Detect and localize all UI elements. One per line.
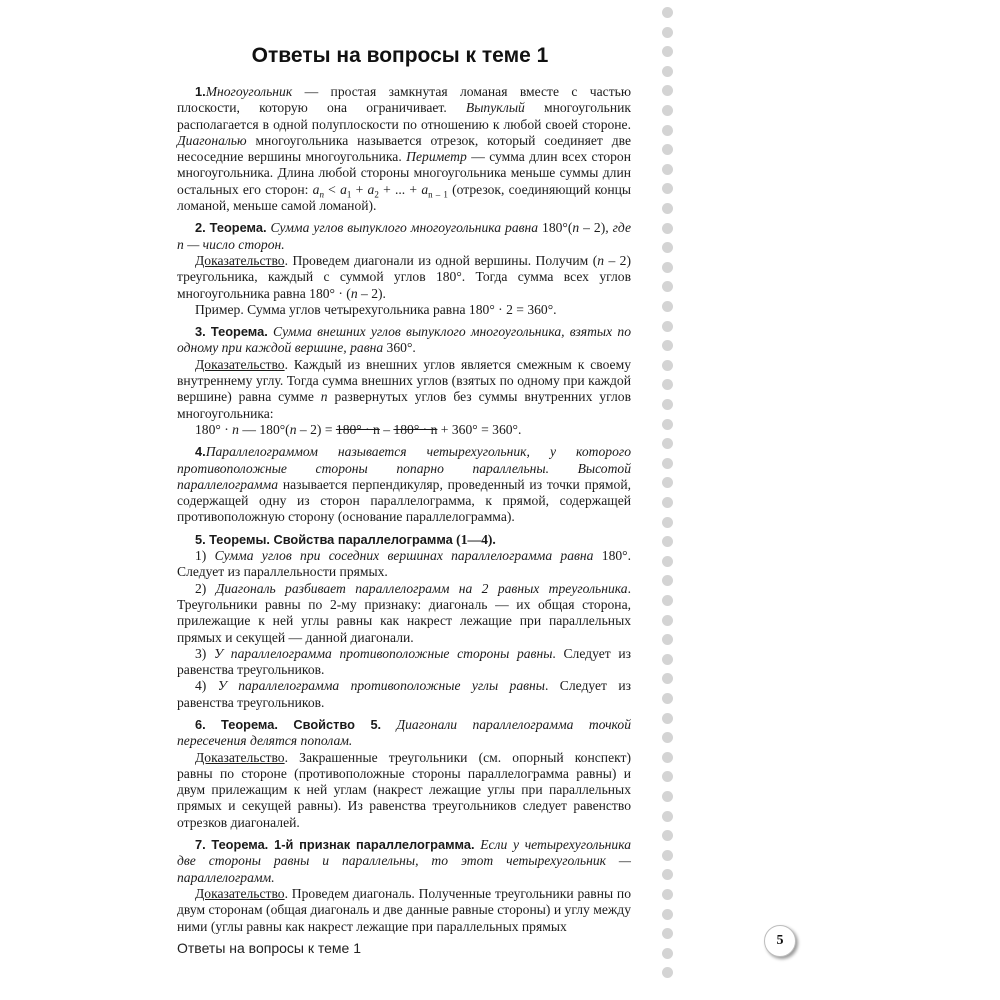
binding-hole xyxy=(662,85,673,96)
binding-hole xyxy=(662,771,673,782)
theorem-statement xyxy=(177,717,631,750)
binding-hole xyxy=(662,66,673,77)
binding-hole xyxy=(662,928,673,939)
binding-hole xyxy=(662,713,673,724)
formula: – 2) xyxy=(579,220,606,236)
text: многоугольника называется отрезок, который соединяет две несоседние вершины многоугольника. xyxy=(177,132,631,165)
text: . Следует из равенства треугольников. xyxy=(177,678,631,710)
statement: У параллелограмма противоположные углы равны xyxy=(217,678,545,694)
text: многоугольник располагается в одной полуплоскости по отношению к любой своей стороне. xyxy=(177,100,631,132)
binding-hole xyxy=(662,321,673,332)
theorem-heading: Теорема. Свойство 5. xyxy=(221,716,382,732)
binding-hole xyxy=(662,850,673,861)
text: — простая замкнутая ломаная вместе с частью плоскости, которую она ограничивает. xyxy=(177,84,631,116)
operator: + xyxy=(351,181,368,197)
variable: a xyxy=(421,181,429,197)
term: Многоугольник xyxy=(205,84,293,99)
binding-hole xyxy=(662,811,673,822)
answer-number: 7. xyxy=(195,837,206,853)
text: развернутых углов без суммы внутренних углов многоугольника: xyxy=(177,389,631,421)
answer-4 xyxy=(177,444,631,525)
binding-hole xyxy=(662,595,673,606)
binding-hole xyxy=(662,262,673,273)
theorem-heading-line xyxy=(177,532,631,548)
property-item xyxy=(177,581,631,646)
binding-hole xyxy=(662,438,673,449)
binding-hole xyxy=(662,889,673,900)
binding-hole xyxy=(662,301,673,312)
statement: — число сторон. xyxy=(183,236,285,252)
binding-hole xyxy=(662,830,673,841)
binding-hole xyxy=(662,693,673,704)
binding-hole xyxy=(662,125,673,136)
binding-hole xyxy=(662,183,673,194)
text: . Следует из равенства треугольников. xyxy=(177,645,631,678)
subscript: n xyxy=(319,189,324,200)
subscript: 1 xyxy=(346,189,352,200)
theorem-heading: Теорема. 1-й признак параллелограмма. xyxy=(211,837,475,853)
binding-hole xyxy=(662,223,673,234)
item-number: 4) xyxy=(195,678,218,694)
binding-hole xyxy=(662,144,673,155)
answer-number: 6. xyxy=(195,716,206,732)
item-number: 3) xyxy=(195,645,214,661)
text: . Проведем диагонали из одной вершины. Получим ( xyxy=(284,252,598,268)
formula: 180° · xyxy=(195,421,233,437)
theorem-statement xyxy=(177,837,631,886)
binding-hole xyxy=(662,46,673,57)
formula: — 180°( xyxy=(238,421,290,437)
text: – 2) треугольника, каждый с суммой углов 180°. Тогда сумма всех углов многоугольника равна 180° · ( xyxy=(177,252,631,301)
proof-label: Доказательство xyxy=(195,885,285,901)
answers-text xyxy=(177,84,631,935)
binding-hole xyxy=(662,379,673,390)
binding-hole xyxy=(662,556,673,567)
answer-2 xyxy=(177,220,631,318)
binding-hole xyxy=(662,752,673,763)
statement: Диагональ разбивает параллелограмм на 2 равных треугольника xyxy=(215,580,628,596)
answer-1 xyxy=(177,84,631,214)
binding-hole xyxy=(662,105,673,116)
subscript: 2 xyxy=(374,189,379,200)
binding-hole xyxy=(662,615,673,626)
variable: n xyxy=(597,252,605,268)
operator: < xyxy=(323,181,341,197)
text: . Треугольники равны по 2-му признаку: диагональ — их общая сторона, прилежащие к ней углы равны как накрест лежащие при параллельных прямых и секущей — данной диагонали. xyxy=(177,580,631,645)
binding-hole xyxy=(662,536,673,547)
answer-7 xyxy=(177,837,631,935)
binding-hole xyxy=(662,281,673,292)
binding-hole xyxy=(662,360,673,371)
item-number: 1) xyxy=(195,548,215,564)
proof-paragraph xyxy=(177,253,631,302)
cancelled-term: 180° · n xyxy=(393,421,438,437)
text: . Проведем диагональ. Полученные треугольники равны по двум сторонам (общая диагональ и две данные равные стороны) и углу между ними (углы равны как накрест лежащие при параллельных прямых xyxy=(177,885,631,934)
variable: n xyxy=(350,285,358,301)
binding-hole xyxy=(662,948,673,959)
variable: a xyxy=(367,181,375,197)
text: (отрезок, соединяющий концы ломаной, меньше самой ломаной). xyxy=(177,181,632,214)
binding-hole xyxy=(662,164,673,175)
answer-3 xyxy=(177,324,631,438)
page-number-badge: 5 xyxy=(764,925,796,957)
definition-paragraph xyxy=(177,444,631,525)
formula: 360°. xyxy=(383,340,416,356)
text: 180°. Следует из параллельности прямых. xyxy=(177,548,631,580)
proof-paragraph xyxy=(177,750,631,831)
formula: – xyxy=(379,421,394,437)
binding-hole xyxy=(662,575,673,586)
variable: n xyxy=(572,220,580,236)
property-item xyxy=(177,678,631,711)
answer-1-paragraph xyxy=(177,84,631,214)
proof-paragraph xyxy=(177,357,631,422)
subscript: n – 1 xyxy=(428,189,448,200)
text: называется перпендикуляр, проведенный из точки прямой, содержащей одну из сторон параллелограмма, к прямой, содержащей противоположную сторону (основание параллелограмма). xyxy=(177,476,631,525)
answer-5 xyxy=(177,532,631,711)
statement: Если у четырехугольника две стороны равны и параллельны, то этот четырехугольник — параллелограмм. xyxy=(177,837,632,885)
formula: 180°( xyxy=(538,220,573,236)
footer-title: Ответы на вопросы к теме 1 xyxy=(177,940,361,956)
text: . Закрашенные треугольники (см. опорный конспект) равны по стороне (противоположные стороны параллелограмма равны) и двум прилежащим к ней углам (накрест лежащие углы при параллельных прямых и секущей равны). Из равенства треугольников следует равенство отрезков диагоналей. xyxy=(177,749,631,830)
binding-hole xyxy=(662,203,673,214)
binding-hole xyxy=(662,7,673,18)
example-paragraph: Пример. Сумма углов четырехугольника равна 180° · 2 = 360°. xyxy=(195,301,557,317)
cancelled-term: 180° · n xyxy=(335,421,380,437)
text: – 2). xyxy=(357,285,386,301)
equation-line xyxy=(177,422,631,438)
answer-number: 2. xyxy=(195,220,206,236)
inequality-formula xyxy=(312,181,448,200)
binding-hole xyxy=(662,967,673,978)
statement: Сумма углов при соседних вершинах параллелограмма равна xyxy=(214,548,594,564)
term: Диагональю xyxy=(177,132,247,148)
binding-hole xyxy=(662,732,673,743)
text: . Каждый из внешних углов является смежным к своему внутреннему углу. Тогда сумма внешних углов (взятых по одному при каждой вершине) равна сумме xyxy=(177,356,631,405)
binding-hole xyxy=(662,419,673,430)
text: — сумма длин всех сторон многоугольника. Длина любой стороны многоугольника меньше суммы длин остальных его сторон: xyxy=(177,149,631,197)
proof-label: Доказательство xyxy=(195,749,285,765)
binding-hole xyxy=(662,477,673,488)
theorem-heading: Теорема. xyxy=(210,324,268,340)
statement: Диагонали параллелограмма точкой пересечения делятся пополам. xyxy=(177,716,631,749)
theorem-statement xyxy=(177,324,631,357)
theorem-statement xyxy=(177,220,631,253)
binding-hole xyxy=(662,27,673,38)
answer-number: 5. xyxy=(195,531,206,547)
term: Выпуклый xyxy=(465,100,525,116)
statement: , где xyxy=(605,220,631,236)
binding-hole xyxy=(662,399,673,410)
answer-number: 3. xyxy=(195,324,206,340)
page-title: Ответы на вопросы к теме 1 xyxy=(251,44,549,67)
answer-number: 4. xyxy=(195,444,206,460)
binding-hole xyxy=(662,242,673,253)
statement: У параллелограмма противоположные стороны равны xyxy=(214,645,553,661)
proof-label: Доказательство xyxy=(195,356,285,372)
property-item xyxy=(177,548,631,581)
binding-hole xyxy=(662,517,673,528)
theorem-heading: Теорема. xyxy=(209,220,267,236)
binding-hole xyxy=(662,654,673,665)
binding-hole xyxy=(662,909,673,920)
theorem-heading: Теоремы. Свойства параллелограмма xyxy=(209,531,453,547)
definition: Параллелограммом называется четырехугольник, у которого противоположные стороны попарно параллельны. Высотой параллелограмма xyxy=(177,444,631,492)
operator: + ... + xyxy=(378,181,422,197)
variable: a xyxy=(312,181,320,197)
term: Периметр xyxy=(406,149,467,165)
variable: n xyxy=(232,421,239,437)
variable: a xyxy=(340,181,347,197)
formula: + 360° = 360°. xyxy=(437,421,522,437)
item-number: 2) xyxy=(195,580,216,596)
spiral-binding-holes xyxy=(662,7,676,997)
binding-hole xyxy=(662,458,673,469)
formula: – 2) = xyxy=(296,421,336,437)
answer-6 xyxy=(177,717,631,831)
statement: Сумма внешних углов выпуклого многоугольника, взятых по одному при каждой вершине, равна xyxy=(177,324,631,356)
binding-hole xyxy=(662,634,673,645)
proof-label: Доказательство xyxy=(195,252,285,268)
property-item xyxy=(177,646,631,679)
binding-hole xyxy=(662,497,673,508)
theorem-range: (1—4). xyxy=(452,531,496,547)
binding-hole xyxy=(662,673,673,684)
proof-paragraph xyxy=(177,886,631,935)
variable: n xyxy=(289,421,297,437)
binding-hole xyxy=(662,340,673,351)
statement: Сумма углов выпуклого многоугольника равна xyxy=(266,220,539,236)
variable: n xyxy=(177,236,184,252)
answer-number: 1. xyxy=(195,84,206,99)
binding-hole xyxy=(662,791,673,802)
binding-hole xyxy=(662,869,673,880)
variable: n xyxy=(320,389,328,405)
